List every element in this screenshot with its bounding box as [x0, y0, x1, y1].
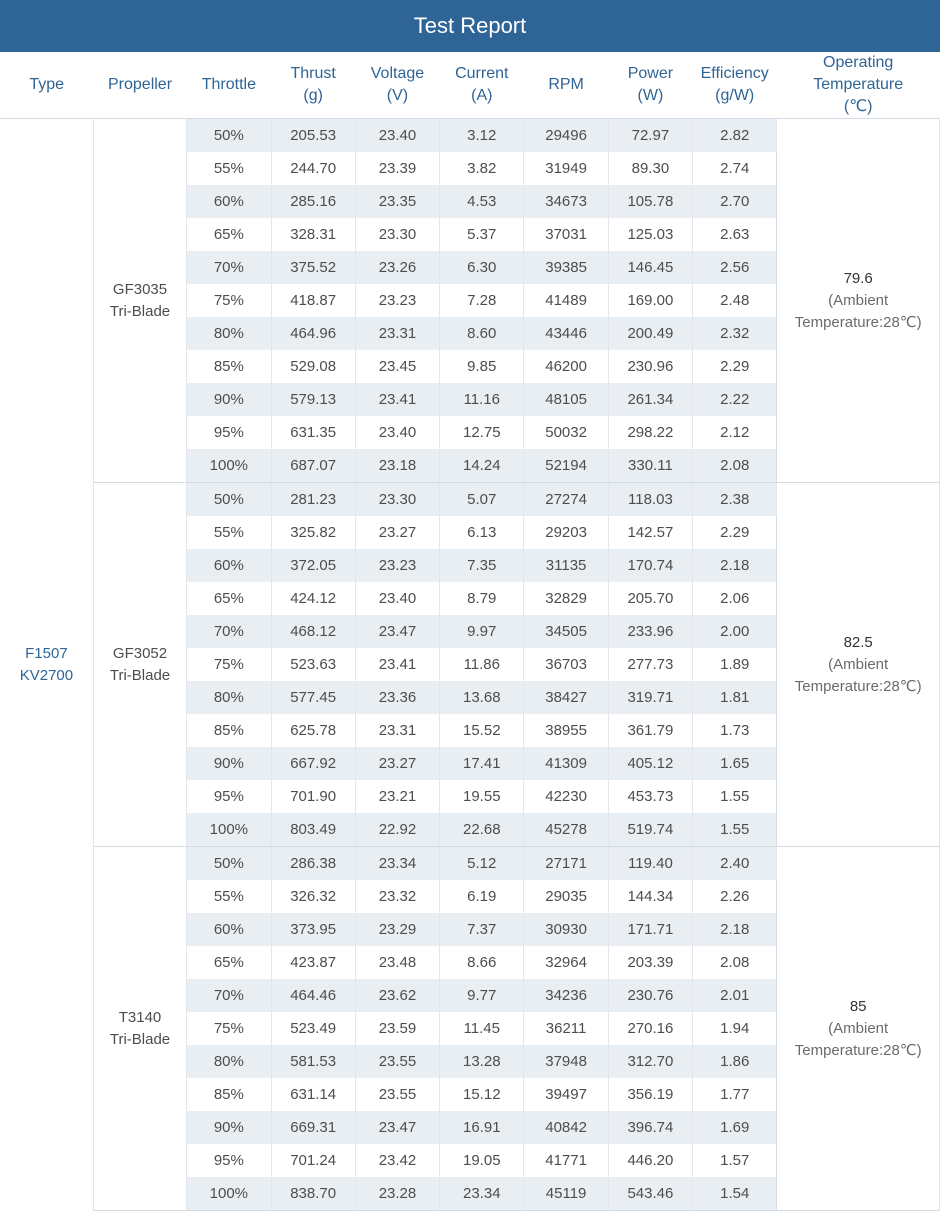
throttle-cell: 100% — [187, 813, 271, 847]
thrust-cell: 286.38 — [271, 847, 355, 881]
header-row — [0, 52, 940, 119]
throttle-cell: 80% — [187, 681, 271, 714]
header-operating-temperature: Operating Temperature (℃) — [777, 52, 940, 119]
power-cell: 125.03 — [608, 218, 692, 251]
throttle-cell: 100% — [187, 1177, 271, 1211]
voltage-cell: 23.27 — [355, 516, 439, 549]
voltage-cell: 23.55 — [355, 1045, 439, 1078]
thrust-cell: 328.31 — [271, 218, 355, 251]
rpm-cell: 41309 — [524, 747, 608, 780]
voltage-cell: 23.31 — [355, 714, 439, 747]
rpm-cell: 40842 — [524, 1111, 608, 1144]
power-cell: 405.12 — [608, 747, 692, 780]
thrust-cell: 579.13 — [271, 383, 355, 416]
thrust-cell: 468.12 — [271, 615, 355, 648]
rpm-cell: 38955 — [524, 714, 608, 747]
voltage-cell: 23.40 — [355, 582, 439, 615]
propeller-cell — [93, 119, 186, 483]
efficiency-cell: 2.01 — [693, 979, 777, 1012]
thrust-cell: 373.95 — [271, 913, 355, 946]
voltage-cell: 23.45 — [355, 350, 439, 383]
current-cell: 5.07 — [440, 483, 524, 517]
efficiency-cell: 2.26 — [693, 880, 777, 913]
throttle-cell: 75% — [187, 284, 271, 317]
current-cell: 9.97 — [440, 615, 524, 648]
power-cell: 453.73 — [608, 780, 692, 813]
current-cell: 7.28 — [440, 284, 524, 317]
power-cell: 200.49 — [608, 317, 692, 350]
current-cell: 5.12 — [440, 847, 524, 881]
power-cell: 144.34 — [608, 880, 692, 913]
power-cell: 105.78 — [608, 185, 692, 218]
efficiency-cell: 2.74 — [693, 152, 777, 185]
current-cell: 11.16 — [440, 383, 524, 416]
power-cell: 146.45 — [608, 251, 692, 284]
throttle-cell: 90% — [187, 747, 271, 780]
power-cell: 169.00 — [608, 284, 692, 317]
header-current: Current (A) — [440, 52, 524, 119]
thrust-cell: 529.08 — [271, 350, 355, 383]
current-cell: 15.12 — [440, 1078, 524, 1111]
thrust-cell: 375.52 — [271, 251, 355, 284]
power-cell: 261.34 — [608, 383, 692, 416]
rpm-cell: 31135 — [524, 549, 608, 582]
throttle-cell: 50% — [187, 483, 271, 517]
throttle-cell: 55% — [187, 152, 271, 185]
power-cell: 519.74 — [608, 813, 692, 847]
efficiency-cell: 2.12 — [693, 416, 777, 449]
throttle-cell: 90% — [187, 383, 271, 416]
efficiency-cell: 2.70 — [693, 185, 777, 218]
throttle-cell: 55% — [187, 516, 271, 549]
motor-type-cell — [0, 119, 93, 1211]
table-row — [0, 119, 940, 153]
propeller-cell — [93, 483, 186, 847]
efficiency-cell: 2.63 — [693, 218, 777, 251]
ambient-temperature-note: Temperature:28℃) — [794, 677, 922, 695]
power-cell: 361.79 — [608, 714, 692, 747]
efficiency-cell: 2.38 — [693, 483, 777, 517]
thrust-cell: 577.45 — [271, 681, 355, 714]
rpm-cell: 29203 — [524, 516, 608, 549]
rpm-cell: 36211 — [524, 1012, 608, 1045]
throttle-cell: 50% — [187, 119, 271, 153]
throttle-cell: 70% — [187, 615, 271, 648]
current-cell: 14.24 — [440, 449, 524, 483]
current-cell: 19.55 — [440, 780, 524, 813]
throttle-cell: 75% — [187, 648, 271, 681]
throttle-cell: 65% — [187, 582, 271, 615]
efficiency-cell: 2.29 — [693, 516, 777, 549]
power-cell: 89.30 — [608, 152, 692, 185]
header-throttle: Throttle — [187, 52, 271, 119]
throttle-cell: 50% — [187, 847, 271, 881]
thrust-cell: 523.63 — [271, 648, 355, 681]
power-cell: 277.73 — [608, 648, 692, 681]
propeller-label: Tri-Blade — [109, 1030, 171, 1048]
voltage-cell: 23.26 — [355, 251, 439, 284]
throttle-cell: 80% — [187, 1045, 271, 1078]
efficiency-cell: 2.82 — [693, 119, 777, 153]
voltage-cell: 22.92 — [355, 813, 439, 847]
rpm-cell: 45119 — [524, 1177, 608, 1211]
motor-type-label: F1507 — [25, 644, 68, 662]
motor-type-label: KV2700 — [19, 666, 74, 684]
throttle-cell: 85% — [187, 1078, 271, 1111]
power-cell: 142.57 — [608, 516, 692, 549]
table-row — [0, 483, 940, 517]
thrust-cell: 285.16 — [271, 185, 355, 218]
throttle-cell: 75% — [187, 1012, 271, 1045]
current-cell: 13.28 — [440, 1045, 524, 1078]
thrust-cell: 669.31 — [271, 1111, 355, 1144]
rpm-cell: 32964 — [524, 946, 608, 979]
rpm-cell: 45278 — [524, 813, 608, 847]
power-cell: 170.74 — [608, 549, 692, 582]
header-power: Power (W) — [608, 52, 692, 119]
throttle-cell: 100% — [187, 449, 271, 483]
voltage-cell: 23.47 — [355, 1111, 439, 1144]
power-cell: 203.39 — [608, 946, 692, 979]
rpm-cell: 43446 — [524, 317, 608, 350]
voltage-cell: 23.62 — [355, 979, 439, 1012]
current-cell: 6.19 — [440, 880, 524, 913]
efficiency-cell: 2.40 — [693, 847, 777, 881]
thrust-cell: 423.87 — [271, 946, 355, 979]
rpm-cell: 27274 — [524, 483, 608, 517]
thrust-cell: 667.92 — [271, 747, 355, 780]
voltage-cell: 23.18 — [355, 449, 439, 483]
rpm-cell: 38427 — [524, 681, 608, 714]
current-cell: 6.30 — [440, 251, 524, 284]
efficiency-cell: 2.22 — [693, 383, 777, 416]
voltage-cell: 23.34 — [355, 847, 439, 881]
thrust-cell: 687.07 — [271, 449, 355, 483]
efficiency-cell: 1.57 — [693, 1144, 777, 1177]
rpm-cell: 27171 — [524, 847, 608, 881]
thrust-cell: 838.70 — [271, 1177, 355, 1211]
voltage-cell: 23.42 — [355, 1144, 439, 1177]
voltage-cell: 23.40 — [355, 119, 439, 153]
current-cell: 19.05 — [440, 1144, 524, 1177]
rpm-cell: 37948 — [524, 1045, 608, 1078]
current-cell: 9.77 — [440, 979, 524, 1012]
current-cell: 13.68 — [440, 681, 524, 714]
power-cell: 230.96 — [608, 350, 692, 383]
thrust-cell: 631.14 — [271, 1078, 355, 1111]
voltage-cell: 23.39 — [355, 152, 439, 185]
thrust-cell: 325.82 — [271, 516, 355, 549]
efficiency-cell: 1.94 — [693, 1012, 777, 1045]
rpm-cell: 29496 — [524, 119, 608, 153]
voltage-cell: 23.23 — [355, 549, 439, 582]
propeller-label: Tri-Blade — [109, 666, 171, 684]
ambient-temperature-note: (Ambient — [828, 655, 889, 673]
power-cell: 270.16 — [608, 1012, 692, 1045]
rpm-cell: 31949 — [524, 152, 608, 185]
efficiency-cell: 2.18 — [693, 549, 777, 582]
ambient-temperature-note: (Ambient — [828, 291, 889, 309]
throttle-cell: 65% — [187, 218, 271, 251]
current-cell: 22.68 — [440, 813, 524, 847]
rpm-cell: 52194 — [524, 449, 608, 483]
current-cell: 7.37 — [440, 913, 524, 946]
efficiency-cell: 1.73 — [693, 714, 777, 747]
rpm-cell: 46200 — [524, 350, 608, 383]
power-cell: 230.76 — [608, 979, 692, 1012]
voltage-cell: 23.40 — [355, 416, 439, 449]
propeller-label: GF3052 — [112, 644, 168, 662]
rpm-cell: 34236 — [524, 979, 608, 1012]
thrust-cell: 464.96 — [271, 317, 355, 350]
table-body — [0, 119, 940, 1211]
current-cell: 6.13 — [440, 516, 524, 549]
thrust-cell: 424.12 — [271, 582, 355, 615]
power-cell: 171.71 — [608, 913, 692, 946]
efficiency-cell: 1.69 — [693, 1111, 777, 1144]
ambient-temperature-note: (Ambient — [828, 1019, 889, 1037]
header-voltage: Voltage (V) — [355, 52, 439, 119]
power-cell: 119.40 — [608, 847, 692, 881]
power-cell: 543.46 — [608, 1177, 692, 1211]
power-cell: 396.74 — [608, 1111, 692, 1144]
efficiency-cell: 1.89 — [693, 648, 777, 681]
thrust-cell: 625.78 — [271, 714, 355, 747]
voltage-cell: 23.55 — [355, 1078, 439, 1111]
header-thrust: Thrust (g) — [271, 52, 355, 119]
voltage-cell: 23.41 — [355, 383, 439, 416]
efficiency-cell: 1.86 — [693, 1045, 777, 1078]
current-cell: 11.86 — [440, 648, 524, 681]
test-report-table — [0, 52, 940, 1211]
thrust-cell: 244.70 — [271, 152, 355, 185]
temperature-value: 85 — [849, 997, 867, 1015]
efficiency-cell: 2.18 — [693, 913, 777, 946]
propeller-label: T3140 — [118, 1008, 162, 1026]
thrust-cell: 326.32 — [271, 880, 355, 913]
efficiency-cell: 2.56 — [693, 251, 777, 284]
efficiency-cell: 2.48 — [693, 284, 777, 317]
operating-temperature-cell — [777, 847, 940, 1211]
rpm-cell: 41489 — [524, 284, 608, 317]
thrust-cell: 631.35 — [271, 416, 355, 449]
voltage-cell: 23.30 — [355, 218, 439, 251]
power-cell: 118.03 — [608, 483, 692, 517]
rpm-cell: 34673 — [524, 185, 608, 218]
voltage-cell: 23.30 — [355, 483, 439, 517]
efficiency-cell: 1.54 — [693, 1177, 777, 1211]
current-cell: 5.37 — [440, 218, 524, 251]
efficiency-cell: 2.29 — [693, 350, 777, 383]
power-cell: 312.70 — [608, 1045, 692, 1078]
report-title: Test Report — [0, 0, 940, 52]
voltage-cell: 23.23 — [355, 284, 439, 317]
rpm-cell: 34505 — [524, 615, 608, 648]
rpm-cell: 41771 — [524, 1144, 608, 1177]
power-cell: 330.11 — [608, 449, 692, 483]
propeller-cell — [93, 847, 186, 1211]
current-cell: 16.91 — [440, 1111, 524, 1144]
efficiency-cell: 2.08 — [693, 946, 777, 979]
thrust-cell: 523.49 — [271, 1012, 355, 1045]
voltage-cell: 23.27 — [355, 747, 439, 780]
efficiency-cell: 2.32 — [693, 317, 777, 350]
voltage-cell: 23.32 — [355, 880, 439, 913]
voltage-cell: 23.41 — [355, 648, 439, 681]
thrust-cell: 464.46 — [271, 979, 355, 1012]
header-rpm: RPM — [524, 52, 608, 119]
current-cell: 7.35 — [440, 549, 524, 582]
header-propeller: Propeller — [93, 52, 186, 119]
throttle-cell: 85% — [187, 714, 271, 747]
current-cell: 17.41 — [440, 747, 524, 780]
ambient-temperature-note: Temperature:28℃) — [794, 313, 922, 331]
power-cell: 298.22 — [608, 416, 692, 449]
rpm-cell: 29035 — [524, 880, 608, 913]
voltage-cell: 23.31 — [355, 317, 439, 350]
throttle-cell: 65% — [187, 946, 271, 979]
current-cell: 12.75 — [440, 416, 524, 449]
efficiency-cell: 2.00 — [693, 615, 777, 648]
current-cell: 9.85 — [440, 350, 524, 383]
power-cell: 446.20 — [608, 1144, 692, 1177]
throttle-cell: 70% — [187, 251, 271, 284]
table-row — [0, 847, 940, 881]
voltage-cell: 23.21 — [355, 780, 439, 813]
rpm-cell: 36703 — [524, 648, 608, 681]
voltage-cell: 23.36 — [355, 681, 439, 714]
thrust-cell: 372.05 — [271, 549, 355, 582]
throttle-cell: 60% — [187, 913, 271, 946]
throttle-cell: 70% — [187, 979, 271, 1012]
voltage-cell: 23.29 — [355, 913, 439, 946]
voltage-cell: 23.47 — [355, 615, 439, 648]
operating-temperature-cell — [777, 483, 940, 847]
voltage-cell: 23.28 — [355, 1177, 439, 1211]
current-cell: 4.53 — [440, 185, 524, 218]
throttle-cell: 95% — [187, 780, 271, 813]
throttle-cell: 95% — [187, 1144, 271, 1177]
voltage-cell: 23.35 — [355, 185, 439, 218]
thrust-cell: 581.53 — [271, 1045, 355, 1078]
rpm-cell: 39385 — [524, 251, 608, 284]
power-cell: 356.19 — [608, 1078, 692, 1111]
efficiency-cell: 1.65 — [693, 747, 777, 780]
rpm-cell: 39497 — [524, 1078, 608, 1111]
throttle-cell: 95% — [187, 416, 271, 449]
throttle-cell: 80% — [187, 317, 271, 350]
temperature-value: 82.5 — [843, 633, 873, 651]
efficiency-cell: 1.55 — [693, 813, 777, 847]
thrust-cell: 205.53 — [271, 119, 355, 153]
current-cell: 15.52 — [440, 714, 524, 747]
current-cell: 3.12 — [440, 119, 524, 153]
thrust-cell: 281.23 — [271, 483, 355, 517]
rpm-cell: 50032 — [524, 416, 608, 449]
rpm-cell: 30930 — [524, 913, 608, 946]
current-cell: 8.60 — [440, 317, 524, 350]
header-efficiency: Efficiency (g/W) — [693, 52, 777, 119]
throttle-cell: 90% — [187, 1111, 271, 1144]
power-cell: 319.71 — [608, 681, 692, 714]
power-cell: 205.70 — [608, 582, 692, 615]
thrust-cell: 701.90 — [271, 780, 355, 813]
throttle-cell: 85% — [187, 350, 271, 383]
efficiency-cell: 1.55 — [693, 780, 777, 813]
current-cell: 11.45 — [440, 1012, 524, 1045]
voltage-cell: 23.48 — [355, 946, 439, 979]
header-type: Type — [0, 52, 93, 119]
ambient-temperature-note: Temperature:28℃) — [794, 1041, 922, 1059]
efficiency-cell: 2.06 — [693, 582, 777, 615]
temperature-value: 79.6 — [843, 269, 873, 287]
throttle-cell: 55% — [187, 880, 271, 913]
rpm-cell: 42230 — [524, 780, 608, 813]
thrust-cell: 803.49 — [271, 813, 355, 847]
current-cell: 3.82 — [440, 152, 524, 185]
power-cell: 233.96 — [608, 615, 692, 648]
throttle-cell: 60% — [187, 185, 271, 218]
power-cell: 72.97 — [608, 119, 692, 153]
propeller-label: GF3035 — [112, 280, 168, 298]
efficiency-cell: 2.08 — [693, 449, 777, 483]
throttle-cell: 60% — [187, 549, 271, 582]
efficiency-cell: 1.81 — [693, 681, 777, 714]
current-cell: 8.66 — [440, 946, 524, 979]
rpm-cell: 37031 — [524, 218, 608, 251]
rpm-cell: 48105 — [524, 383, 608, 416]
operating-temperature-cell — [777, 119, 940, 483]
rpm-cell: 32829 — [524, 582, 608, 615]
thrust-cell: 418.87 — [271, 284, 355, 317]
voltage-cell: 23.59 — [355, 1012, 439, 1045]
current-cell: 8.79 — [440, 582, 524, 615]
efficiency-cell: 1.77 — [693, 1078, 777, 1111]
current-cell: 23.34 — [440, 1177, 524, 1211]
thrust-cell: 701.24 — [271, 1144, 355, 1177]
propeller-label: Tri-Blade — [109, 302, 171, 320]
